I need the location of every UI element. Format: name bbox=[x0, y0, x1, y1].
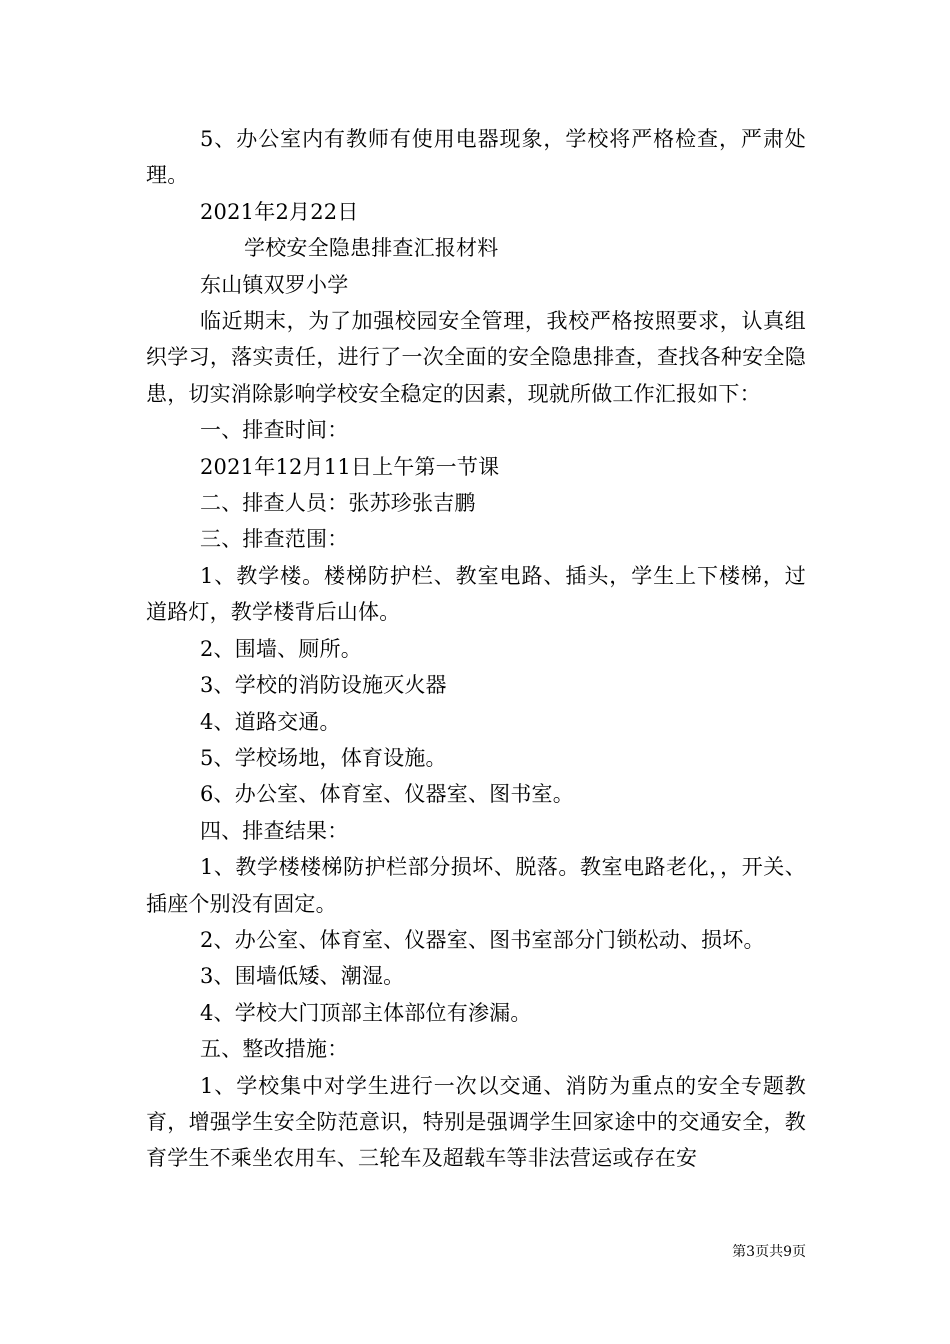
list-item: 1、教学楼楼梯防护栏部分损坏、脱落。教室电路老化，，开关、插座个别没有固定。 bbox=[146, 855, 806, 916]
list-item: 1、教学楼。楼梯防护栏、教室电路、插头，学生上下楼梯，过道路灯，教学楼背后山体。 bbox=[146, 563, 806, 625]
paragraph: 临近期末，为了加强校园安全管理，我校严格按照要求，认真组织学习，落实责任，进行了一次全面的安全隐患排查，查找各种安全隐患，切实消除影响学校安全稳定的因素，现就所做工作汇报如下： bbox=[146, 309, 806, 406]
list-item: 3、围墙低矮、潮湿。 bbox=[200, 964, 405, 989]
paragraph: 5、办公室内有教师有使用电器现象，学校将严格检查，严肃处理。 bbox=[146, 127, 806, 188]
school-name: 东山镇双罗小学 bbox=[200, 272, 349, 297]
list-item: 4、道路交通。 bbox=[200, 709, 341, 734]
list-item: 2、围墙、厕所。 bbox=[200, 636, 362, 661]
heading: 一、排查时间： bbox=[200, 418, 349, 443]
heading: 四、排查结果： bbox=[200, 818, 349, 843]
page-number: 第3页共9页 bbox=[732, 1244, 806, 1260]
list-item: 2、办公室、体育室、仪器室、图书室部分门锁松动、损坏。 bbox=[200, 927, 765, 952]
heading: 五、整改措施： bbox=[200, 1037, 349, 1062]
list-item: 4、学校大门顶部主体部位有渗漏。 bbox=[200, 1000, 532, 1025]
list-item: 5、学校场地，体育设施。 bbox=[200, 745, 447, 770]
list-item: 6、办公室、体育室、仪器室、图书室。 bbox=[200, 782, 574, 807]
document-body bbox=[146, 121, 806, 1177]
heading: 二、排查人员：张苏珍张吉鹏 bbox=[200, 491, 476, 516]
paragraph: 2021年12月11日上午第一节课 bbox=[200, 454, 500, 479]
section-title: 学校安全隐患排查汇报材料 bbox=[244, 236, 499, 261]
date-line: 2021年2月22日 bbox=[200, 199, 359, 224]
list-item: 3、学校的消防设施灭火器 bbox=[200, 673, 447, 698]
list-item: 1、学校集中对学生进行一次以交通、消防为重点的安全专题教育，增强学生安全防范意识，特别是强调学生回家途中的交通安全，教育学生不乘坐农用车、三轮车及超载车等非法营运或存在安 bbox=[146, 1073, 806, 1171]
heading: 三、排查范围： bbox=[200, 527, 349, 552]
